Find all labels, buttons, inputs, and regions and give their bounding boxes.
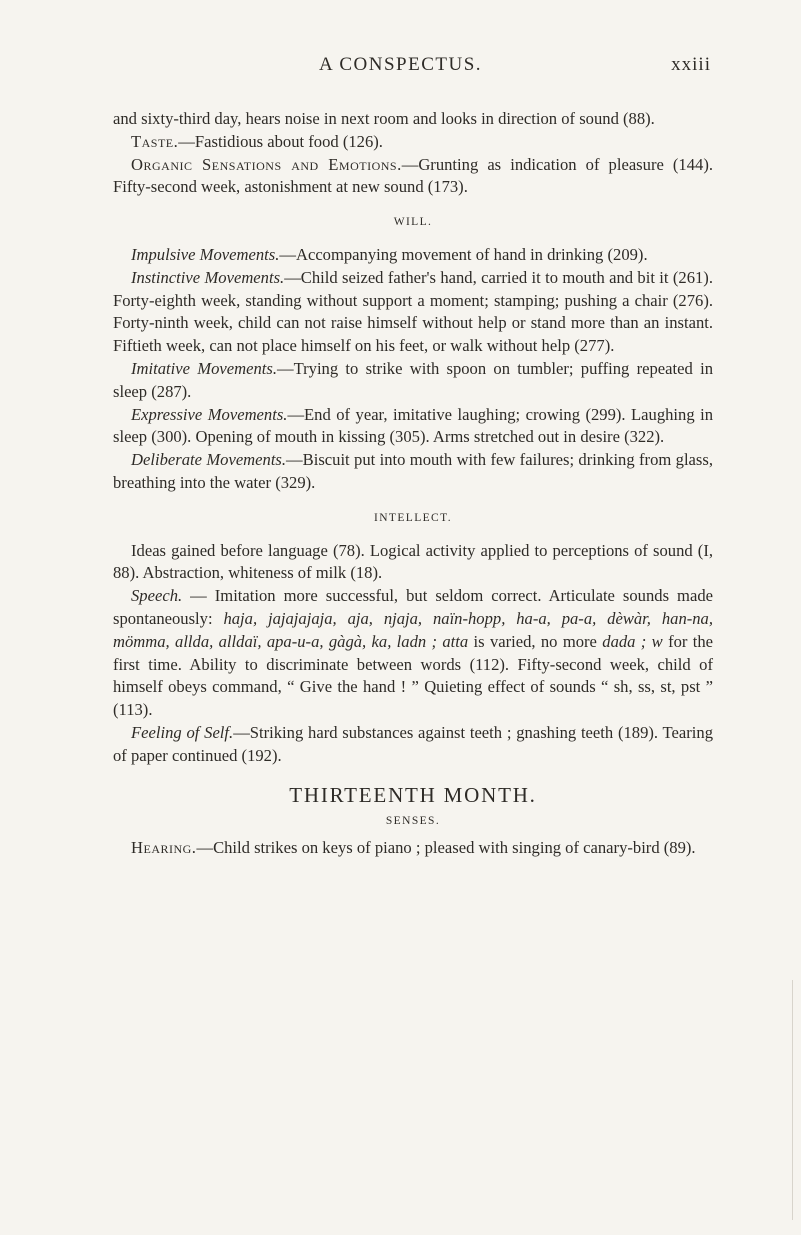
- page-edge-line: [792, 980, 793, 1220]
- expressive-text: —End of year, imitative laughing; crowing (299). Laughing in sleep (300). Opening of mouth in kissing (305). Arms stretched out in desire (322).: [113, 404, 714, 447]
- deliberate-text: —Biscuit put into mouth with few failures; drinking from glass, breathing into the water (329).: [113, 450, 713, 492]
- taste-paragraph: [113, 131, 713, 154]
- feeling-paragraph: [113, 722, 713, 768]
- feeling-label: Feeling of Self.: [131, 722, 234, 742]
- organic-text: —Grunting as indication of pleasure (144). Fifty-second week, astonishment at new sound (173).: [113, 154, 713, 197]
- taste-label: Taste.: [131, 131, 179, 151]
- speech-label: Speech.: [131, 586, 183, 606]
- instinctive-label: Instinctive Movements.: [131, 267, 285, 287]
- deliberate-label: Deliberate Movements.: [131, 450, 287, 470]
- organic-label: Organic Sensations and Emotions.: [131, 154, 402, 174]
- imitative-paragraph: [113, 358, 713, 404]
- speech-text-c: for the first time. Ability to discriminate between words (112). Fifty-second week, child of himself obeys command, “ Give the hand ! ” Quieting effect of sounds “ sh, ss, st, pst ” (113).: [113, 631, 714, 720]
- impulsive-text: —Accompanying movement of hand in drinking (209).: [279, 244, 648, 264]
- senses-heading: SENSES.: [385, 815, 441, 828]
- hearing-text: —Child strikes on keys of piano ; pleased with singing of canary-bird (89).: [196, 838, 696, 858]
- instinctive-paragraph: [113, 267, 713, 358]
- page-body: [113, 108, 713, 860]
- thirteenth-month-heading: THIRTEENTH MONTH.: [289, 782, 537, 807]
- page-number: xxiii: [671, 54, 711, 75]
- expressive-paragraph: [113, 404, 713, 450]
- speech-words: haja, jajajajaja, aja, njaja, naïn-hopp, ha-a, pa-a, dèwàr, han-na, mömma, allda, alldaï, apa-u-a, gàgà, ka, ladn ; atta: [113, 608, 714, 651]
- hearing-label: Hearing.: [131, 838, 197, 858]
- deliberate-paragraph: [113, 449, 713, 495]
- organic-paragraph: [113, 154, 713, 200]
- impulsive-paragraph: [113, 244, 713, 267]
- expressive-label: Expressive Movements.: [131, 404, 288, 424]
- speech-paragraph: [113, 585, 713, 722]
- running-header: [0, 54, 801, 84]
- feeling-text: —Striking hard substances against teeth ; gnashing teeth (189). Tearing of paper continued (192).: [113, 722, 713, 765]
- imitative-text: —Trying to strike with spoon on tumbler; puffing repeated in sleep (287).: [113, 358, 713, 401]
- speech-text-a: — Imitation more successful, but seldom correct. Articulate sounds made spontaneously:: [113, 586, 713, 628]
- intellect-heading: INTELLECT.: [374, 511, 452, 524]
- speech-dada: dada ; w: [602, 631, 663, 651]
- hearing-continuation: and sixty-third day, hears noise in next room and looks in direction of sound (88).: [113, 109, 655, 128]
- impulsive-label: Impulsive Movements.: [131, 244, 280, 264]
- imitative-label: Imitative Movements.: [131, 358, 277, 378]
- will-heading: WILL.: [393, 216, 433, 229]
- ideas-paragraph: Ideas gained before language (78). Logical activity applied to perceptions of sound (I, 88). Abstraction, whiteness of milk (18).: [113, 540, 713, 583]
- taste-text: —Fastidious about food (126).: [178, 131, 383, 151]
- running-title: A CONSPECTUS.: [318, 54, 483, 75]
- hearing-paragraph: [113, 837, 713, 860]
- instinctive-text: —Child seized father's hand, carried it to mouth and bit it (261). Forty-eighth week, standing without support a moment; stamping; pushing a chair (276). Forty-ninth week, child can not raise himself without help or stand more than an instant. Fiftieth week, can not place himself on his feet, or walk without help (277).: [113, 267, 713, 356]
- speech-text-b: is varied, no more: [468, 631, 603, 651]
